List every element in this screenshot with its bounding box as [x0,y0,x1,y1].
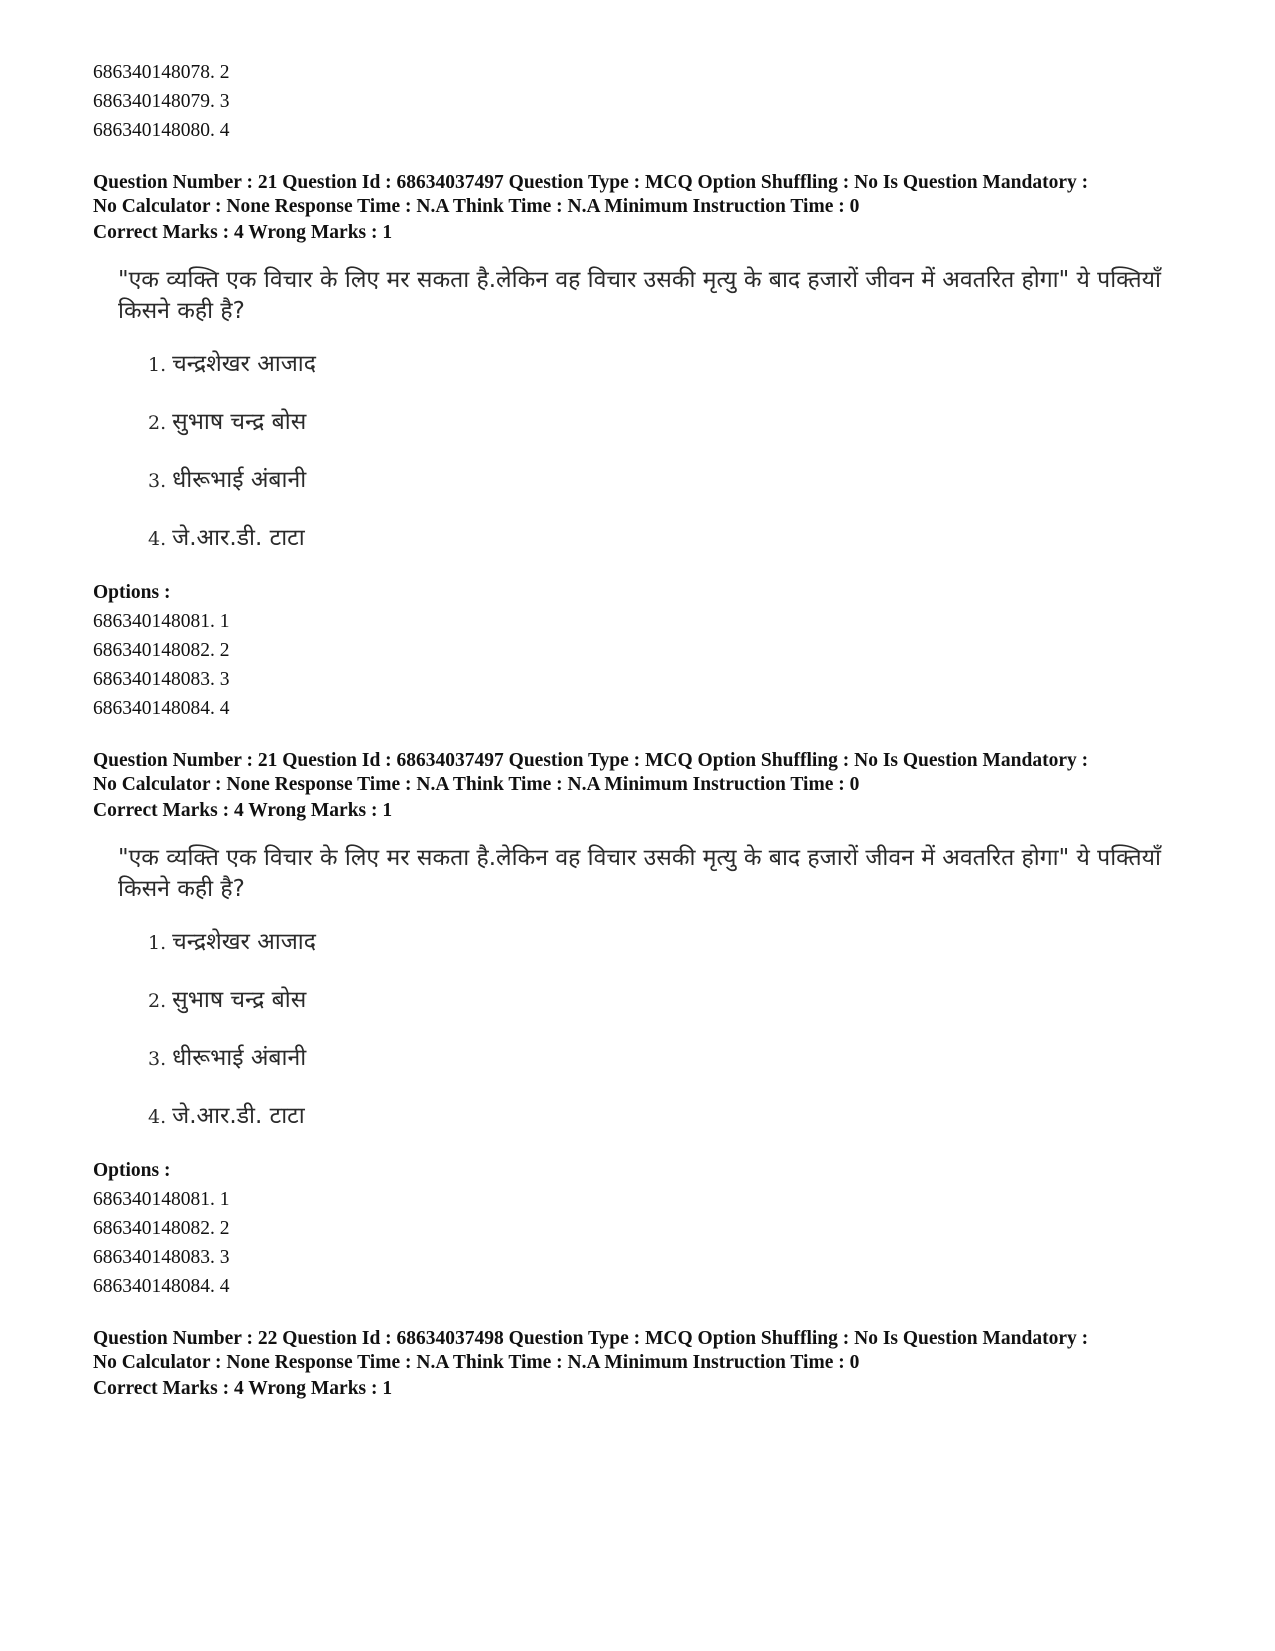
question-text: "एक व्यक्ति एक विचार के लिए मर सकता है.लेकिन वह विचार उसकी मृत्यु के बाद हजारों जीवन में अवतरित होगा" ये पक्तियाँ किसने कही है? [118,267,1161,324]
question-header-line-1: Question Number : 21 Question Id : 68634037497 Question Type : MCQ Option Shuffling : No Is Question Mandatory : [93,172,1089,193]
choice-number: 1. [148,354,167,376]
option-line: 686340148084. 4 [93,698,230,719]
choice-text: चन्द्रशेखर आजाद [172,929,316,955]
choice-text: सुभाष चन्द्र बोस [172,987,307,1013]
question-block [93,749,1213,1301]
option-line: 686340148083. 3 [93,1247,230,1268]
choice-number: 3. [148,470,167,492]
option-line: 686340148081. 1 [93,611,230,632]
option-line: 686340148081. 1 [93,1189,230,1210]
question-block [93,1327,1213,1403]
choice-item [148,977,1213,1035]
choice-number: 3. [148,1048,167,1070]
choice-number: 4. [148,528,167,550]
top-options-list [93,58,1213,145]
choice-item [148,919,1213,977]
option-line: 686340148084. 4 [93,1276,230,1297]
choice-item [148,515,1213,573]
choice-item [148,1093,1213,1151]
choice-item [148,457,1213,515]
choice-item [148,399,1213,457]
choice-number: 2. [148,990,167,1012]
option-line: 686340148078. 2 [93,62,230,83]
question-header-line-1: Question Number : 21 Question Id : 68634037497 Question Type : MCQ Option Shuffling : No Is Question Mandatory : [93,750,1089,771]
question-image [118,265,1213,573]
option-line: 686340148082. 2 [93,640,230,661]
question-header-line-2: No Calculator : None Response Time : N.A Think Time : N.A Minimum Instruction Time : 0 [93,196,860,217]
choice-text: धीरूभाई अंबानी [172,467,307,493]
choice-number: 2. [148,412,167,434]
question-image [118,843,1213,1151]
document-page [93,58,1213,1403]
choice-number: 1. [148,932,167,954]
choice-text: जे.आर.डी. टाटा [172,1103,305,1129]
option-line: 686340148080. 4 [93,120,230,141]
choice-text: सुभाष चन्द्र बोस [172,409,307,435]
question-choices [148,341,1213,573]
choice-text: धीरूभाई अंबानी [172,1045,307,1071]
question-block [93,171,1213,723]
choice-number: 4. [148,1106,167,1128]
choice-text: चन्द्रशेखर आजाद [172,351,316,377]
question-choices [148,919,1213,1151]
question-header-line-1: Question Number : 22 Question Id : 68634037498 Question Type : MCQ Option Shuffling : No Is Question Mandatory : [93,1328,1089,1349]
option-line: 686340148083. 3 [93,669,230,690]
choice-item [148,341,1213,399]
question-marks: Correct Marks : 4 Wrong Marks : 1 [93,800,393,821]
option-line: 686340148079. 3 [93,91,230,112]
choice-item [148,1035,1213,1093]
choice-text: जे.आर.डी. टाटा [172,525,305,551]
options-label: Options : [93,1160,171,1181]
question-header-line-2: No Calculator : None Response Time : N.A Think Time : N.A Minimum Instruction Time : 0 [93,1352,860,1373]
options-label: Options : [93,582,171,603]
question-text: "एक व्यक्ति एक विचार के लिए मर सकता है.लेकिन वह विचार उसकी मृत्यु के बाद हजारों जीवन में अवतरित होगा" ये पक्तियाँ किसने कही है? [118,845,1161,902]
question-marks: Correct Marks : 4 Wrong Marks : 1 [93,222,393,243]
question-header-line-2: No Calculator : None Response Time : N.A Think Time : N.A Minimum Instruction Time : 0 [93,774,860,795]
question-marks: Correct Marks : 4 Wrong Marks : 1 [93,1378,393,1399]
option-line: 686340148082. 2 [93,1218,230,1239]
